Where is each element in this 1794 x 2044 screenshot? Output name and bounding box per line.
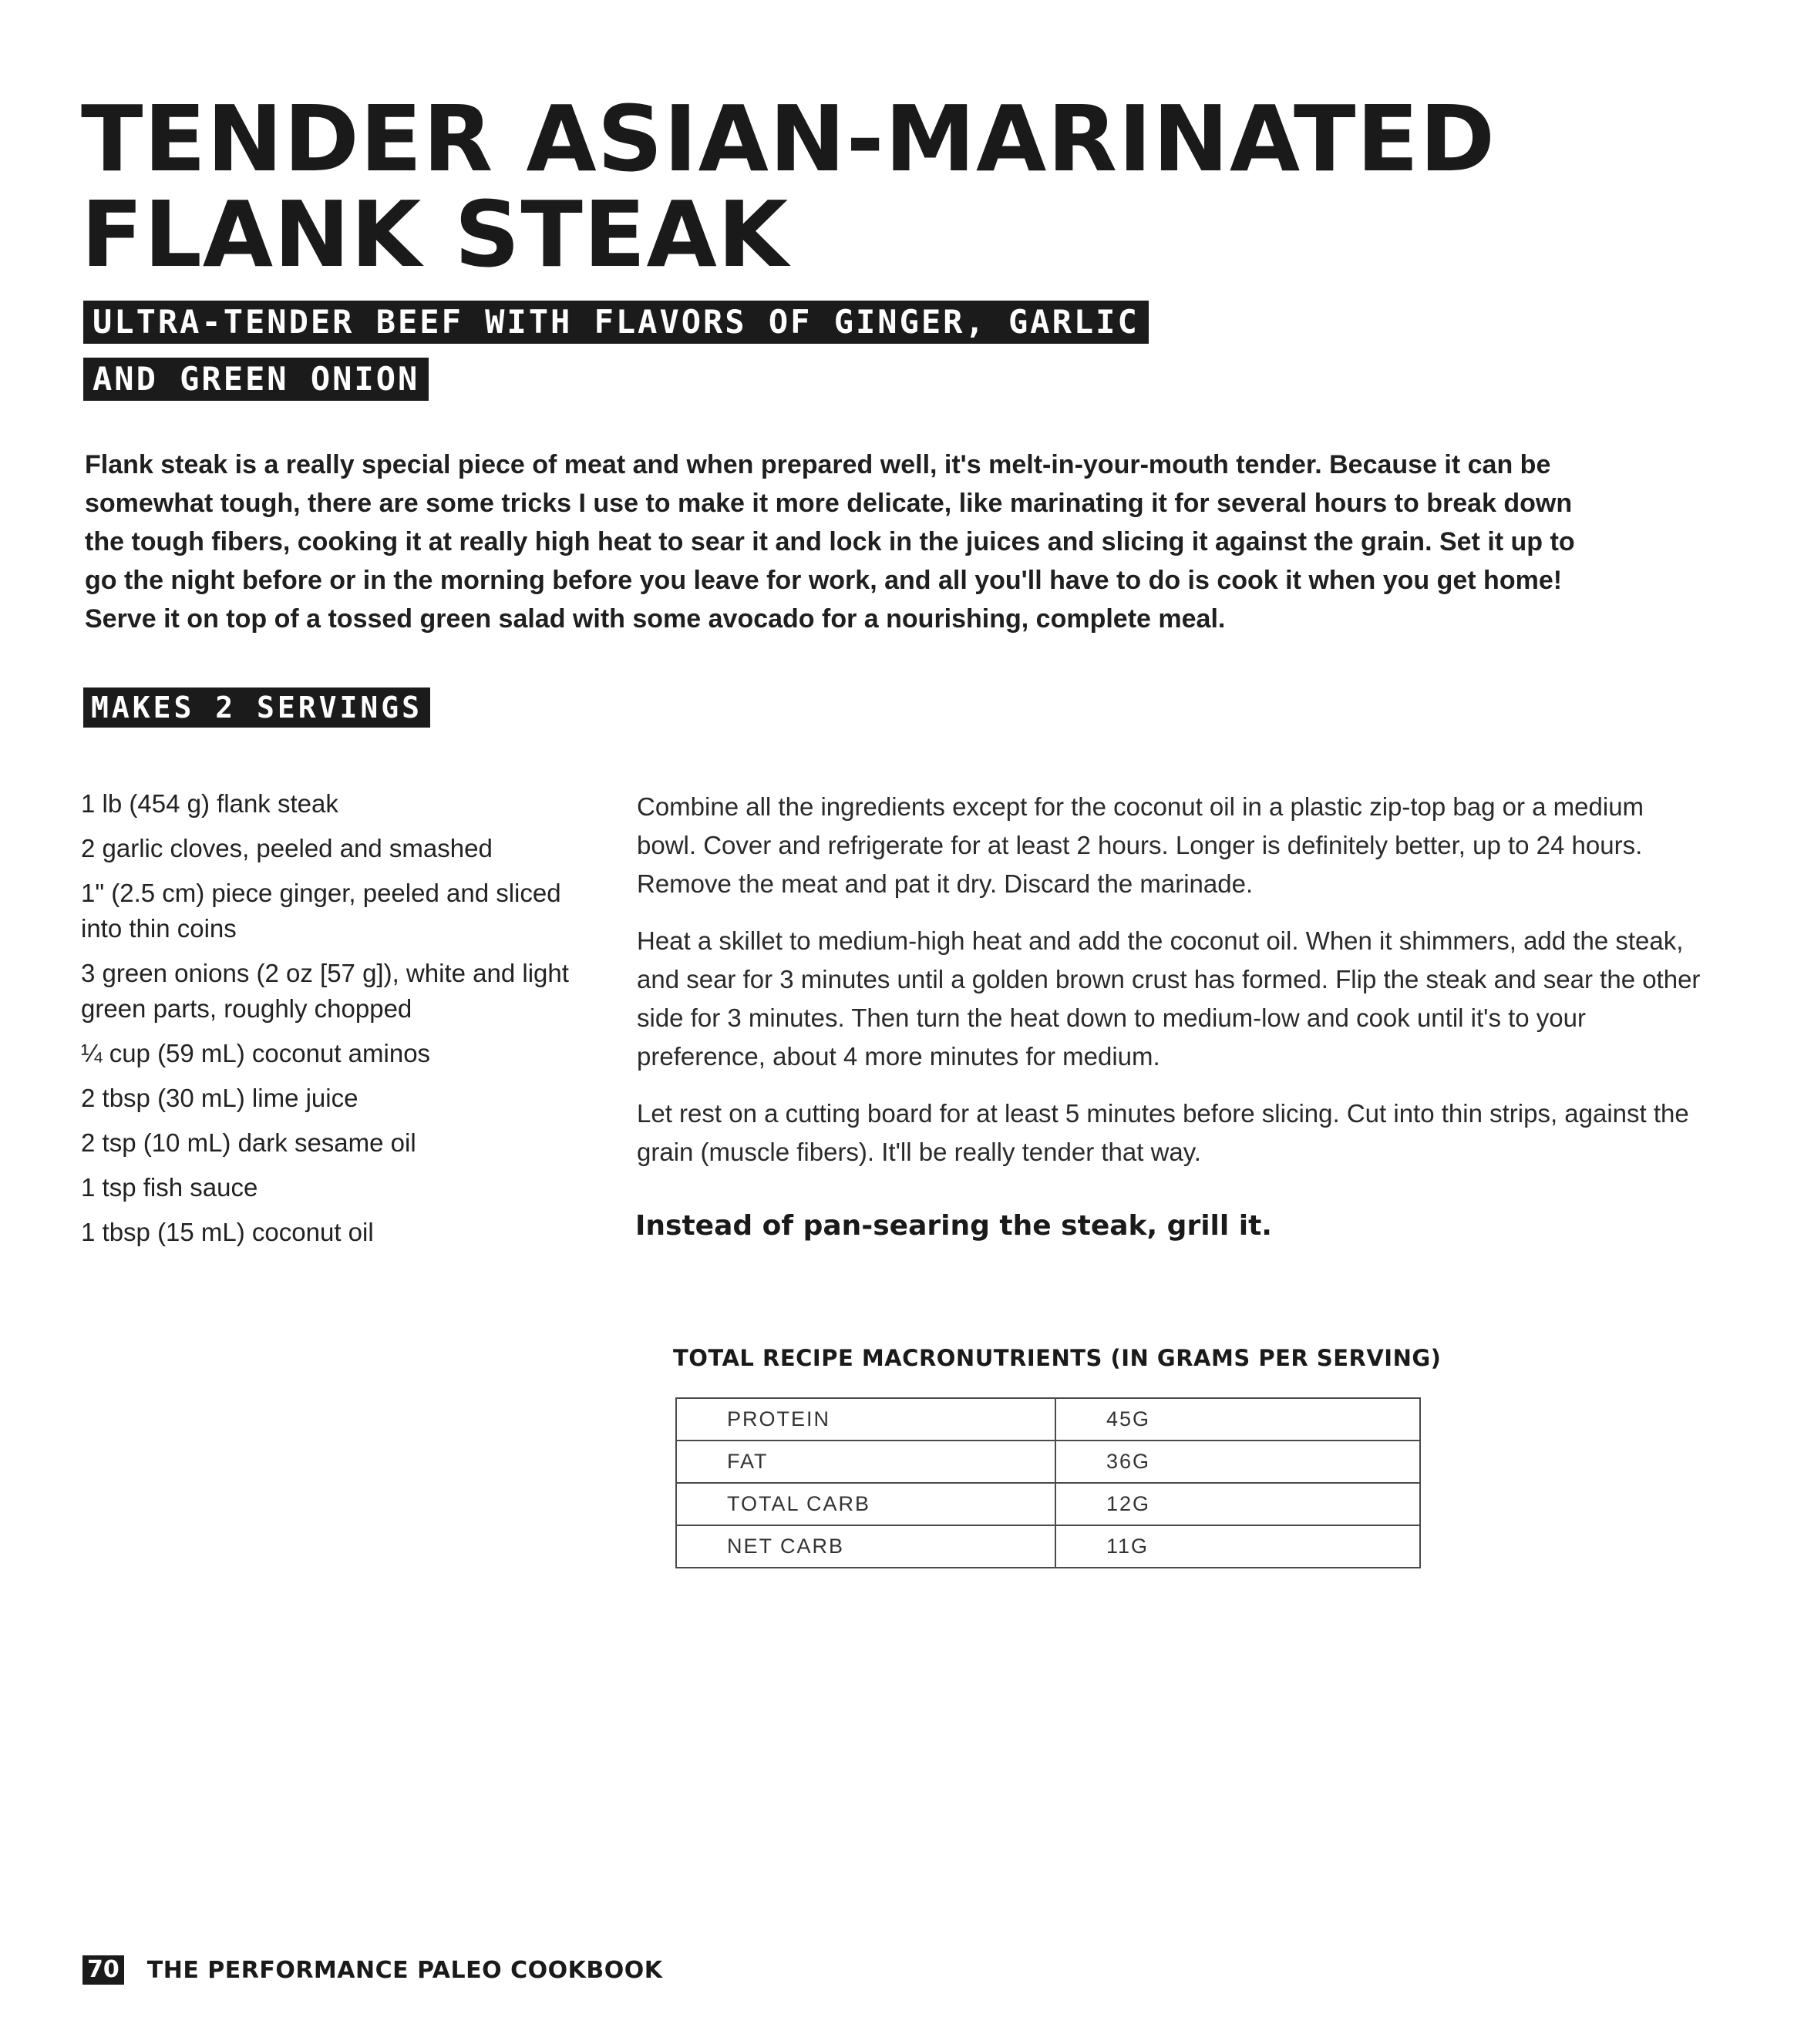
ingredient-item: 1 tsp fish sauce (81, 1173, 258, 1202)
table-row (676, 1441, 1420, 1483)
ingredient-item: 1 lb (454 g) flank steak (81, 789, 338, 818)
servings-badge: MAKES 2 SERVINGS (83, 687, 430, 728)
macro-label: TOTAL CARB (676, 1483, 1055, 1525)
recipe-subtitle (83, 301, 1149, 415)
recipe-intro: Flank steak is a really special piece of meat and when prepared well, it's melt-in-your-mouth tender. Because it can be somewhat tough, there are some tricks I use to make it more delicate, like marinating it for several hours to break down the tough fibers, cooking it at really high heat to sear it and lock in the juices and slicing it against the grain. Set it up to go the night before or in the morning before you leave for work, and all you'll have to do is cook it when you get home! Serve it on top of a tossed green salad with some avocado for a nourishing, complete meal. (85, 450, 1575, 634)
recipe-title (81, 86, 1496, 287)
macro-label: FAT (676, 1441, 1055, 1483)
macro-value: 36G (1055, 1441, 1420, 1483)
subtitle-line-1: ULTRA-TENDER BEEF WITH FLAVORS OF GINGER, GARLIC (83, 301, 1149, 344)
macro-value: 11G (1055, 1525, 1420, 1568)
ingredient-item: 2 tbsp (30 mL) lime juice (81, 1084, 358, 1112)
page-number: 70 (82, 1955, 124, 1985)
recipe-title-line-1: TENDER ASIAN-MARINATED (81, 86, 1496, 192)
ingredient-item: 3 green onions (2 oz [57 g]), white and light green parts, roughly chopped (81, 959, 569, 1023)
ingredient-item: 1 tbsp (15 mL) coconut oil (81, 1218, 374, 1246)
ingredient-item: 2 garlic cloves, peeled and smashed (81, 834, 493, 862)
ingredient-item: 2 tsp (10 mL) dark sesame oil (81, 1128, 416, 1157)
page-footer (82, 1955, 662, 1985)
method-step: Heat a skillet to medium-high heat and add the coconut oil. When it shimmers, add the steak, and sear for 3 minutes until a golden brown crust has formed. Flip the steak and sear the other side for 3 minutes. Then turn the heat down to medium-low and cook until it's to your preference, about 4 more minutes for medium. (637, 926, 1701, 1071)
book-title: THE PERFORMANCE PALEO COOKBOOK (146, 1956, 663, 1984)
ingredient-item: 1" (2.5 cm) piece ginger, peeled and sliced into thin coins (81, 879, 561, 943)
recipe-tip: Instead of pan-searing the steak, grill it. (635, 1210, 1272, 1242)
macro-label: NET CARB (676, 1525, 1055, 1568)
table-row (676, 1483, 1420, 1525)
method-step: Let rest on a cutting board for at least 5 minutes before slicing. Cut into thin strips, against the grain (muscle fibers). It'll be really tender that way. (637, 1099, 1689, 1166)
macronutrient-table (675, 1397, 1421, 1568)
macro-value: 12G (1055, 1483, 1420, 1525)
ingredient-list (81, 786, 605, 1259)
table-row (676, 1525, 1420, 1568)
ingredient-item: ¼ cup (59 mL) coconut aminos (81, 1039, 431, 1067)
method-step: Combine all the ingredients except for the coconut oil in a plastic zip-top bag or a medium bowl. Cover and refrigerate for at least 2 hours. Longer is definitely better, up to 24 hours. Remove the meat and pat it dry. Discard the marinade. (637, 792, 1644, 898)
table-row (676, 1398, 1420, 1441)
subtitle-line-2: AND GREEN ONION (83, 358, 429, 401)
method-steps (637, 788, 1701, 1190)
macro-label: PROTEIN (676, 1398, 1055, 1441)
recipe-title-line-2: FLANK STEAK (81, 181, 789, 287)
macro-table-heading: TOTAL RECIPE MACRONUTRIENTS (IN GRAMS PER SERVING) (673, 1345, 1442, 1371)
macro-value: 45G (1055, 1398, 1420, 1441)
